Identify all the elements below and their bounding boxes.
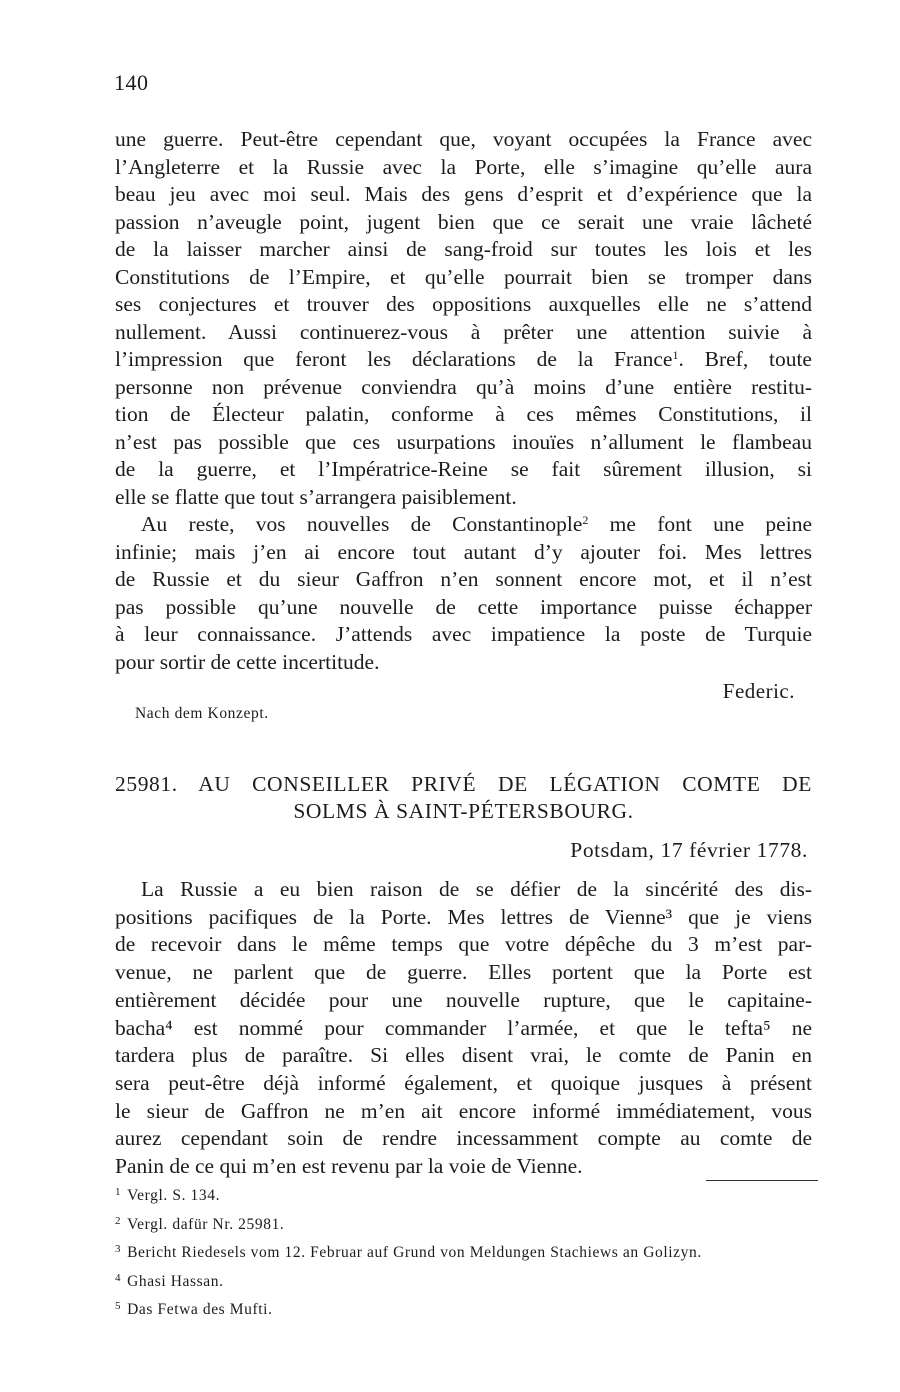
text-line: aurez cependant soin de rendre incessamment compte au comte de — [115, 1126, 812, 1151]
text-line: de Russie et du sieur Gaffron n’en sonnent encore mot, et il n’est — [115, 567, 812, 591]
text-line: nullement. Aussi continuerez-vous à prêter une attention suivie à — [115, 319, 812, 344]
text-line: à leur connaissance. J’attends avec impatience la poste de Turquie — [115, 622, 812, 646]
footnote-ref: 2 — [582, 513, 589, 527]
text-line: La Russie a eu bien raison de se défier de la sincérité des dis- — [141, 877, 812, 901]
text-line: pour sortir de cette incertitude. — [115, 649, 380, 674]
footnote — [115, 1243, 820, 1265]
letter-body — [115, 876, 812, 1181]
heading-line: 25981. AU CONSEILLER PRIVÉ DE LÉGATION COMTE DE — [115, 772, 812, 796]
text-line: elle se flatte que tout s’arrangera paisiblement. — [115, 484, 517, 509]
text-line: le sieur de Gaffron ne m’en ait encore informé immédiatement, vous — [115, 1098, 812, 1123]
text-line: de la guerre, et l’Impératrice-Reine se fait sûrement illusion, si — [115, 457, 812, 481]
text-line: personne non prévenue conviendra qu’à moins d’une entière restitu- — [115, 374, 812, 399]
text-line: ses conjectures et trouver des oppositions auxquelles elle ne s’attend — [115, 292, 812, 316]
footnote-text: Das Fetwa des Mufti. — [127, 1301, 273, 1318]
footnote-mark: 5 — [115, 1300, 122, 1312]
footnote-mark: 4 — [115, 1271, 122, 1284]
continued-letter-text — [115, 126, 812, 676]
text-line: Constitutions de l’Empire, et qu’elle pourrait bien se tromper dans — [115, 264, 812, 289]
text-line — [115, 511, 812, 539]
text-run: l’impression que feront les déclarations de la France — [115, 347, 673, 371]
text-run: Au reste, vos nouvelles de Constantinople — [141, 512, 583, 536]
text-line: de recevoir dans le même temps que votre dépêche du 3 m’est par- — [115, 932, 812, 957]
footnote — [115, 1186, 820, 1208]
text-line: infinie; mais j’en ai encore tout autant d’y ajouter foi. Mes lettres — [115, 539, 812, 564]
text-run: . Bref, toute — [678, 347, 812, 371]
text-line: pas possible qu’une nouvelle de cette importance puisse échapper — [115, 594, 812, 619]
text-line: venue, ne parlent que de guerre. Elles portent que la Porte est — [115, 960, 812, 985]
letter-heading — [115, 771, 812, 825]
text-line: positions pacifiques de la Porte. Mes lettres de Vienne³ que je viens — [115, 904, 812, 929]
signature: Federic. — [722, 679, 795, 703]
text-line — [115, 346, 812, 374]
text-line: passion n’aveugle point, jugent bien que ce serait une vraie lâcheté — [115, 209, 812, 234]
footnote-ref: 1 — [672, 348, 679, 362]
text-run: me font une peine — [588, 512, 812, 536]
footnote-mark: 1 — [115, 1186, 122, 1198]
footnote-mark: 3 — [115, 1243, 122, 1255]
text-line: entièrement décidée pour une nouvelle rupture, que le capitaine- — [115, 987, 812, 1012]
footnote — [115, 1215, 820, 1237]
text-line: sera peut-être déjà informé également, et quoique jusques à présent — [115, 1070, 812, 1095]
source-note: Nach dem Konzept. — [135, 705, 269, 722]
footnote-text: Vergl. dafür Nr. 25981. — [127, 1215, 285, 1233]
text-line: l’Angleterre et la Russie avec la Porte, elle s’imagine qu’elle aura — [115, 154, 812, 179]
footnote-mark: 2 — [115, 1214, 122, 1227]
footnote — [115, 1272, 820, 1294]
text-line: tion de Électeur palatin, conforme à ces mêmes Constitutions, il — [115, 402, 812, 426]
footnote-rule — [706, 1180, 818, 1181]
dateline: Potsdam, 17 février 1778. — [570, 838, 808, 862]
text-line: Panin de ce qui m’en est revenu par la voie de Vienne. — [115, 1154, 583, 1179]
page-number: 140 — [114, 70, 149, 95]
heading-line: SOLMS À SAINT-PÉTERSBOURG. — [293, 799, 634, 823]
footnote — [115, 1300, 820, 1322]
text-line: tardera plus de paraître. Si elles disent vrai, le comte de Panin en — [115, 1043, 812, 1068]
text-line: de la laisser marcher ainsi de sang-froid sur toutes les lois et les — [115, 237, 812, 261]
text-line: beau jeu avec moi seul. Mais des gens d’esprit et d’expérience que la — [115, 182, 812, 206]
footnote-text: Vergl. S. 134. — [127, 1187, 221, 1204]
footnotes — [115, 1186, 820, 1329]
text-line: bacha⁴ est nommé pour commander l’armée, et que le tefta⁵ ne — [115, 1015, 812, 1040]
text-line: n’est pas possible que ces usurpations inouïes n’allument le flambeau — [115, 429, 812, 454]
text-line: une guerre. Peut-être cependant que, voyant occupées la France avec — [115, 127, 812, 151]
footnote-text: Bericht Riedesels vom 12. Februar auf Grund von Meldungen Stachiews an Golizyn. — [127, 1244, 702, 1261]
footnote-text: Ghasi Hassan. — [127, 1272, 224, 1290]
